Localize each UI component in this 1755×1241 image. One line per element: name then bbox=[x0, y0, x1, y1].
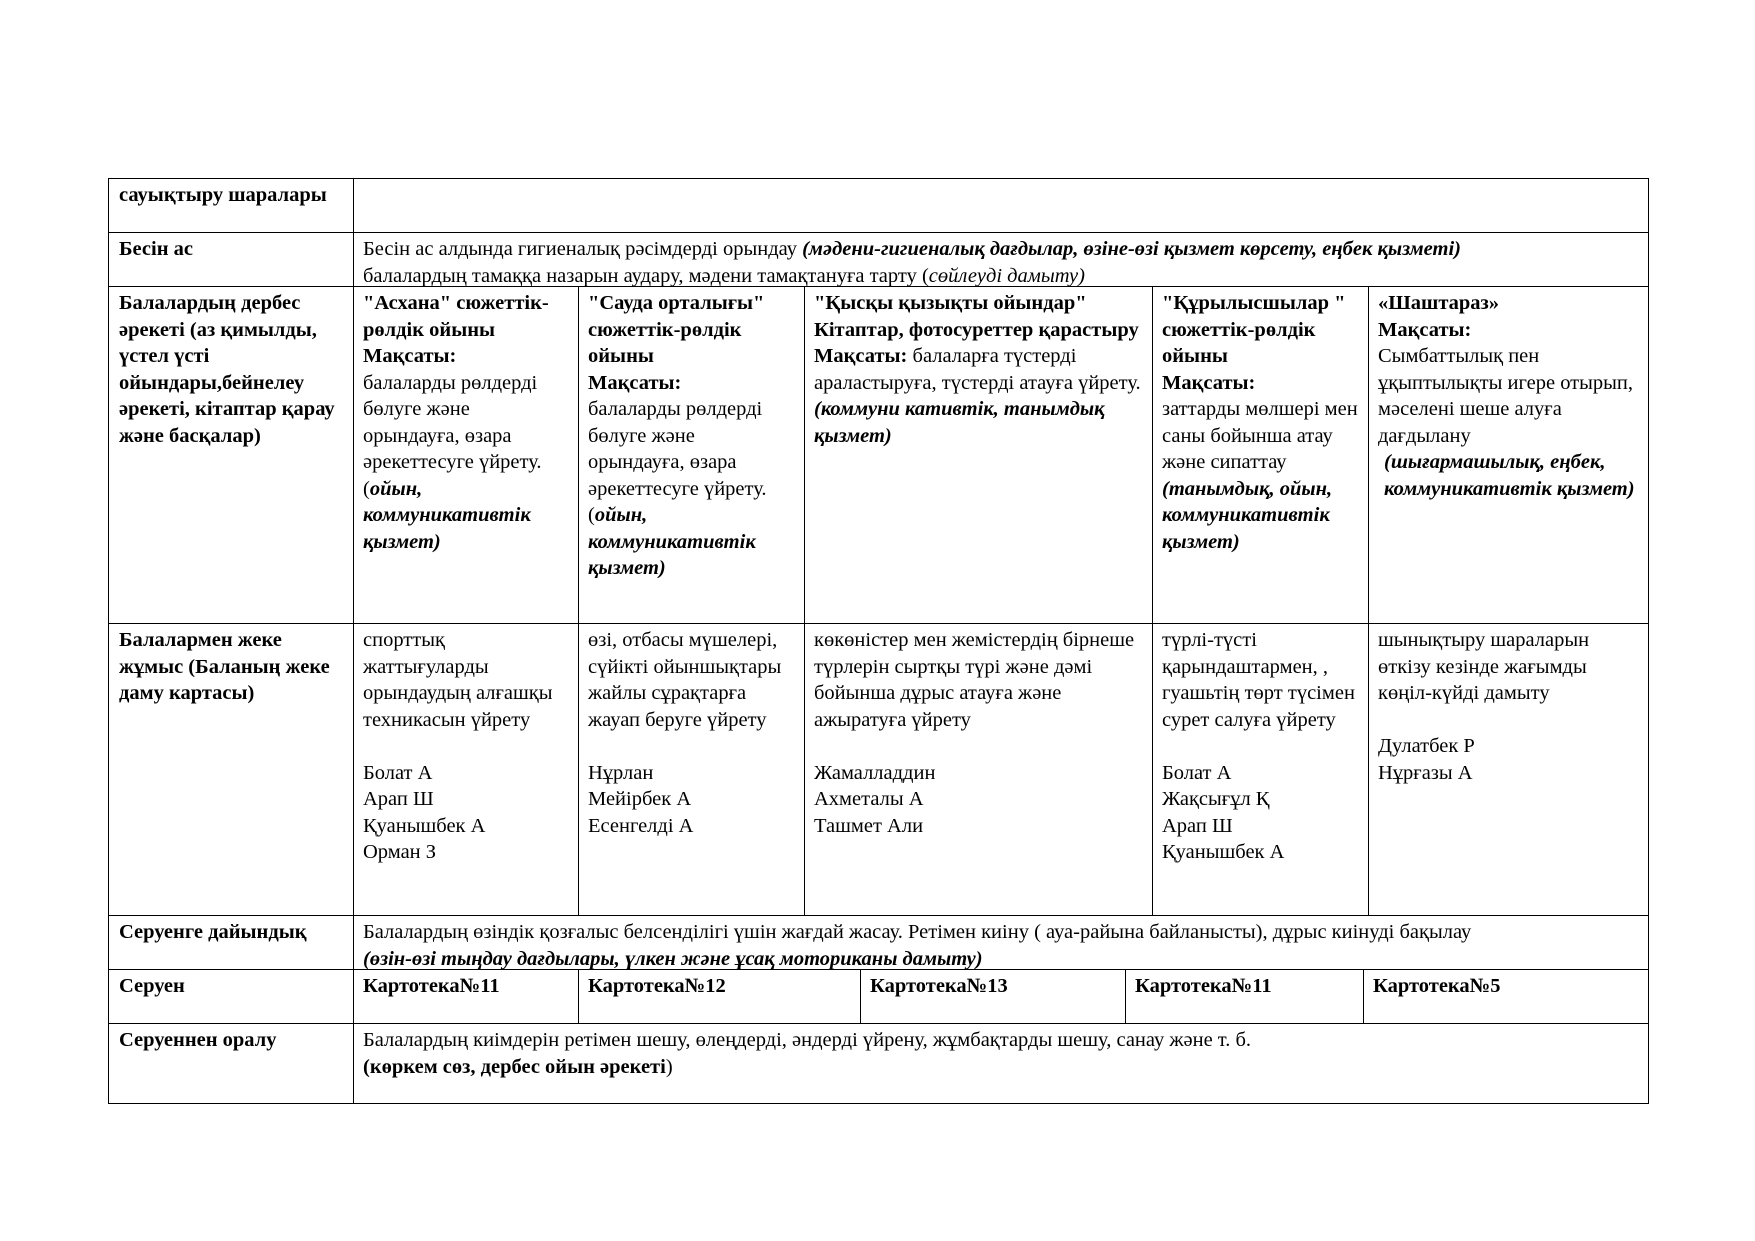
activity-type: ойын, коммуникативтік қызмет) bbox=[363, 477, 531, 553]
individual-cell bbox=[353, 624, 578, 915]
child-name: Нұрғазы А bbox=[1378, 761, 1473, 784]
row-label: Серуеннен оралу bbox=[119, 1029, 277, 1051]
individual-task: түрлі-түсті қарындаштармен, , гуашьтің төрт түсімен сурет салуға үйрету bbox=[1162, 629, 1355, 731]
row-walk-preparation bbox=[108, 916, 1649, 970]
child-name: Ахметалы А bbox=[814, 788, 924, 810]
child-name: Болат А bbox=[363, 761, 433, 784]
row-individual-work bbox=[108, 624, 1649, 916]
individual-task: спорттық жаттығуларды орындаудың алғашқы техникасын үйрету bbox=[363, 629, 553, 731]
activity-cell bbox=[353, 287, 578, 623]
child-name: Нұрлан bbox=[588, 761, 654, 784]
row-label: Серуенге дайындық bbox=[119, 921, 307, 943]
paren: ( bbox=[588, 504, 595, 526]
row-label: сауықтыру шаралары bbox=[119, 184, 327, 206]
goal-label: Мақсаты: bbox=[588, 371, 682, 394]
activity-cell bbox=[1152, 287, 1368, 623]
child-name: Ташмет Али bbox=[814, 814, 924, 837]
child-name: Қуанышбек А bbox=[1162, 841, 1285, 863]
activity-title: "Қысқы қызықты ойындар" Кітаптар, фотосуреттер қарастыру bbox=[814, 292, 1139, 341]
return-activity: (көркем сөз, дербес ойын әрекеті bbox=[363, 1055, 666, 1078]
breakfast-activity: (мәдени-гигиеналық дағдылар, өзіне-өзі қызмет көрсету, еңбек қызметі) bbox=[802, 238, 1461, 260]
goal-text: балаларды рөлдерді бөлуге және орындауға, өзара әрекеттесуге үйрету. bbox=[363, 371, 542, 473]
card-file: Картотека№13 bbox=[870, 975, 1008, 997]
goal-text: балаларды рөлдерді бөлуге және орындауға, өзара әрекеттесуге үйрету. bbox=[588, 398, 767, 500]
row-return-from-walk bbox=[108, 1024, 1649, 1104]
activity-title: "Асхана" сюжеттік-рөлдік ойыны bbox=[363, 292, 549, 341]
return-content bbox=[353, 1024, 1648, 1103]
breakfast-text-2: балалардың тамаққа назарын аудару, мәдени тамақтануға тарту ( bbox=[363, 264, 929, 287]
row-walk bbox=[108, 970, 1649, 1024]
card-file: Картотека№5 bbox=[1373, 975, 1501, 997]
breakfast-activity-2: сөйлеуді дамыту) bbox=[928, 264, 1085, 287]
child-name: Дулатбек Р bbox=[1378, 735, 1475, 757]
child-name: Болат А bbox=[1162, 761, 1232, 784]
card-file: Картотека№11 bbox=[1135, 975, 1272, 997]
row-label: Бесін ас bbox=[119, 238, 193, 260]
child-name: Қуанышбек А bbox=[363, 814, 486, 837]
row-health bbox=[108, 178, 1649, 233]
activity-type: (шығармашылық, еңбек, коммуникативтік қызмет) bbox=[1384, 451, 1635, 500]
activity-title: «Шаштараз» bbox=[1378, 292, 1500, 314]
walk-prep-activity: (өзін-өзі тыңдау дағдылары, үлкен және ұсақ моториканы дамыту) bbox=[363, 947, 983, 970]
child-name: Арап Ш bbox=[1162, 814, 1233, 837]
goal-text: заттарды мөлшері мен саны бойынша атау және сипаттау bbox=[1162, 398, 1358, 473]
activity-cell bbox=[578, 287, 804, 623]
activity-cell bbox=[1368, 287, 1648, 623]
return-text: Балалардың киімдерін ретімен шешу, өлеңдерді, әндерді үйрену, жұмбақтарды шешу, санау және т. б. bbox=[363, 1029, 1252, 1051]
individual-cell bbox=[1152, 624, 1368, 915]
row-label: Балалардың дербес әрекеті (аз қимылды, үстел үсті ойындары,бейнелеу әрекеті, кітаптар қарау және басқалар) bbox=[119, 292, 335, 447]
goal-label: Мақсаты: bbox=[1378, 318, 1472, 341]
individual-cell bbox=[578, 624, 804, 915]
child-name: Жамалладдин bbox=[814, 761, 936, 784]
paren: ( bbox=[363, 477, 370, 500]
goal-label: Мақсаты: bbox=[363, 345, 457, 367]
child-name: Арап Ш bbox=[363, 788, 434, 810]
individual-cell bbox=[1368, 624, 1648, 915]
walk-prep-content bbox=[353, 916, 1648, 969]
schedule-table bbox=[108, 178, 1649, 1104]
individual-task: көкөністер мен жемістердің бірнеше түрлерін сыртқы түрі және дәмі бойынша дұрыс атауға және ажыратуға үйрету bbox=[814, 629, 1135, 731]
goal-label: Мақсаты: bbox=[814, 345, 908, 367]
activity-title: "Құрылысшылар " сюжеттік-рөлдік ойыны bbox=[1162, 292, 1346, 367]
child-name: Есенгелді А bbox=[588, 814, 694, 837]
card-file: Картотека№11 bbox=[363, 975, 500, 997]
breakfast-content bbox=[353, 233, 1648, 286]
paren: ) bbox=[665, 1055, 673, 1078]
breakfast-text: Бесін ас алдында гигиеналық рәсімдерді орындау bbox=[363, 238, 803, 260]
row-independent-activity bbox=[108, 287, 1649, 624]
card-file: Картотека№12 bbox=[588, 975, 726, 997]
goal-text: Сымбаттылық пен ұқыптылықты игере отырып, мәселені шеше алуға дағдылану bbox=[1378, 345, 1634, 447]
goal-label: Мақсаты: bbox=[1162, 371, 1256, 394]
activity-type: (коммуни кативтік, танымдық қызмет) bbox=[814, 398, 1105, 447]
row-label: Балалармен жеке жұмыс (Баланың жеке даму картасы) bbox=[119, 629, 330, 704]
individual-task: өзі, отбасы мүшелері, сүйікті ойыншықтары жайлы сұрақтарға жауап беруге үйрету bbox=[588, 629, 782, 731]
activity-type: ойын, коммуникативтік қызмет) bbox=[588, 504, 756, 579]
row-breakfast bbox=[108, 233, 1649, 287]
activity-type: (танымдық, ойын, коммуникативтік қызмет) bbox=[1162, 477, 1333, 553]
walk-prep-text: Балалардың өзіндік қозғалыс белсенділігі үшін жағдай жасау. Ретімен киіну ( ауа-райына байланысты), дұрыс киінуді бақылау bbox=[363, 921, 1472, 943]
activity-cell bbox=[804, 287, 1152, 623]
child-name: Жақсығұл Қ bbox=[1162, 788, 1270, 810]
activity-title: "Сауда орталығы" сюжеттік-рөлдік ойыны bbox=[588, 292, 765, 367]
goal-text: балаларға түстерді араластыруға, түстерді атауға үйрету. bbox=[814, 345, 1141, 394]
child-name: Орман З bbox=[363, 841, 437, 863]
individual-task: шынықтыру шараларын өткізу кезінде жағымды көңіл-күйді дамыту bbox=[1378, 629, 1590, 704]
individual-cell bbox=[804, 624, 1152, 915]
row-label: Серуен bbox=[119, 975, 185, 997]
child-name: Мейірбек А bbox=[588, 788, 692, 810]
